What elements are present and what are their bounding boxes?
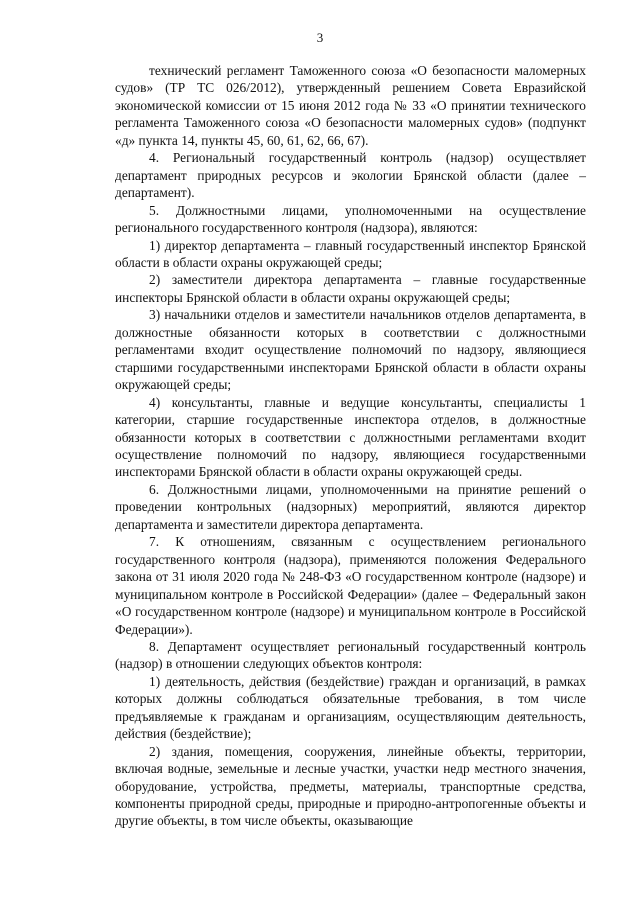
paragraph-item-6: 6. Должностными лицами, уполномоченными на принятие решений о проведении контрольных (надзорных) мероприятий, являются директор департамента и заместители директора департамента. <box>115 481 586 532</box>
subitem-8-2: 2) здания, помещения, сооружения, линейные объекты, территории, включая водные, земельные и лесные участки, участки недр местного значения, оборудование, устройства, предметы, материалы, транспортные средства, компоненты природной среды, природные и природно-антропогенные объекты и другие объекты, в том числе объекты, оказывающие <box>115 743 586 829</box>
subitem-5-2: 2) заместители директора департамента – главные государственные инспекторы Брянской области в области охраны окружающей среды; <box>115 272 586 305</box>
paragraph-item-8: 8. Департамент осуществляет региональный государственный контроль (надзор) в отношении следующих объектов контроля: <box>115 638 586 672</box>
page-number: 3 <box>316 30 324 45</box>
paragraph-continuation: технический регламент Таможенного союза «О безопасности маломерных судов» (ТР ТС 026/2012), утвержденный решением Совета Евразийской экономической комиссии от 15 июня 2012 года № 33 «О принятии технического регламента Таможенного союза «О безопасности маломерных судов» (подпункт «д» пункта 14, пункты 45, 60, 61, 62, 66, 67). <box>115 63 586 148</box>
document-body <box>115 62 586 830</box>
subitem-5-4: 4) консультанты, главные и ведущие консультанты, специалисты 1 категории, старшие государственные инспектора отделов, в должностные обязанности которых в соответствии с должностными регламентами входит осуществление полномочий по надзору, являющиеся государственными инспекторами Брянской области в области охраны окружающей среды. <box>115 394 586 480</box>
subitem-5-1: 1) директор департамента – главный государственный инспектор Брянской области в области охраны окружающей среды; <box>115 237 586 270</box>
subitem-5-3: 3) начальники отделов и заместители начальников отделов департамента, в должностные обязанности которых в соответствии с должностными регламентами входит осуществление полномочий по надзору, являющиеся старшими государственными инспекторами Брянской области в области охраны окружающей среды; <box>115 307 586 393</box>
paragraph-item-5: 5. Должностными лицами, уполномоченными на осуществление регионального государственного контроля (надзора), являются: <box>115 202 586 236</box>
paragraph-item-4: 4. Региональный государственный контроль (надзор) осуществляет департамент природных ресурсов и экологии Брянской области (далее – департамент). <box>115 150 586 201</box>
subitem-8-1: 1) деятельность, действия (бездействие) граждан и организаций, в рамках которых должны соблюдаться обязательные требования, в том числе предъявляемые к гражданам и организациям, осуществляющим деятельность, действия (бездействие); <box>115 673 586 742</box>
paragraph-item-7: 7. К отношениям, связанным с осуществлением регионального государственного контроля (надзора), применяются положения Федерального закона от 31 июля 2020 года № 248-ФЗ «О государственном контроле (надзоре) и муниципальном контроле в Российской Федерации» (далее – Федеральный закон «О государственном контроле (надзоре) и муниципальном контроле в Российской Федерации»). <box>115 534 586 637</box>
